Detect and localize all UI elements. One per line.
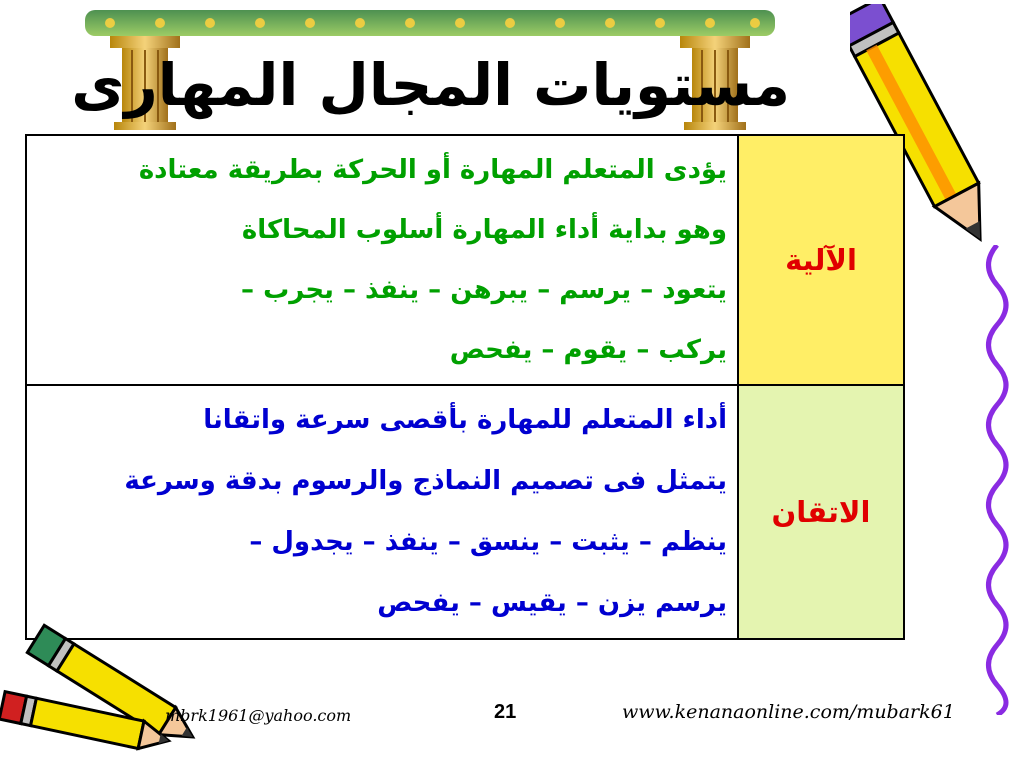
page-number: 21	[494, 701, 517, 723]
skill-levels-table	[25, 134, 905, 640]
level-name-cell: الآلية	[738, 135, 904, 385]
description-line: يتعود – يرسم – يبرهن – ينفذ – يجرب –	[241, 275, 727, 305]
description-line: ينظم – يثبت – ينسق – ينفذ – يجدول –	[249, 527, 727, 557]
level-name-cell: الاتقان	[738, 385, 904, 639]
table-row	[26, 135, 904, 385]
footer-url: www.kenanaonline.com/mubark61	[622, 701, 955, 723]
description-line: يؤدى المتعلم المهارة أو الحركة بطريقة معتادة	[138, 155, 727, 185]
level-description-cell	[26, 385, 738, 639]
description-line: وهو بداية أداء المهارة أسلوب المحاكاة	[241, 215, 727, 245]
footer-email: mbrk1961@yahoo.com	[165, 706, 352, 725]
wavy-line-decoration	[975, 245, 1020, 715]
description-line: يرسم يزن – يقيس – يفحص	[377, 588, 727, 618]
description-line: أداء المتعلم للمهارة بأقصى سرعة واتقانا	[203, 405, 727, 435]
table-row	[26, 385, 904, 639]
level-description-cell	[26, 135, 738, 385]
slide-title: مستويات المجال المهارى	[71, 51, 790, 119]
description-line: يركب – يقوم – يفحص	[449, 335, 727, 365]
pencils-icon	[0, 615, 215, 765]
description-line: يتمثل فى تصميم النماذج والرسوم بدقة وسرعة	[124, 466, 727, 496]
